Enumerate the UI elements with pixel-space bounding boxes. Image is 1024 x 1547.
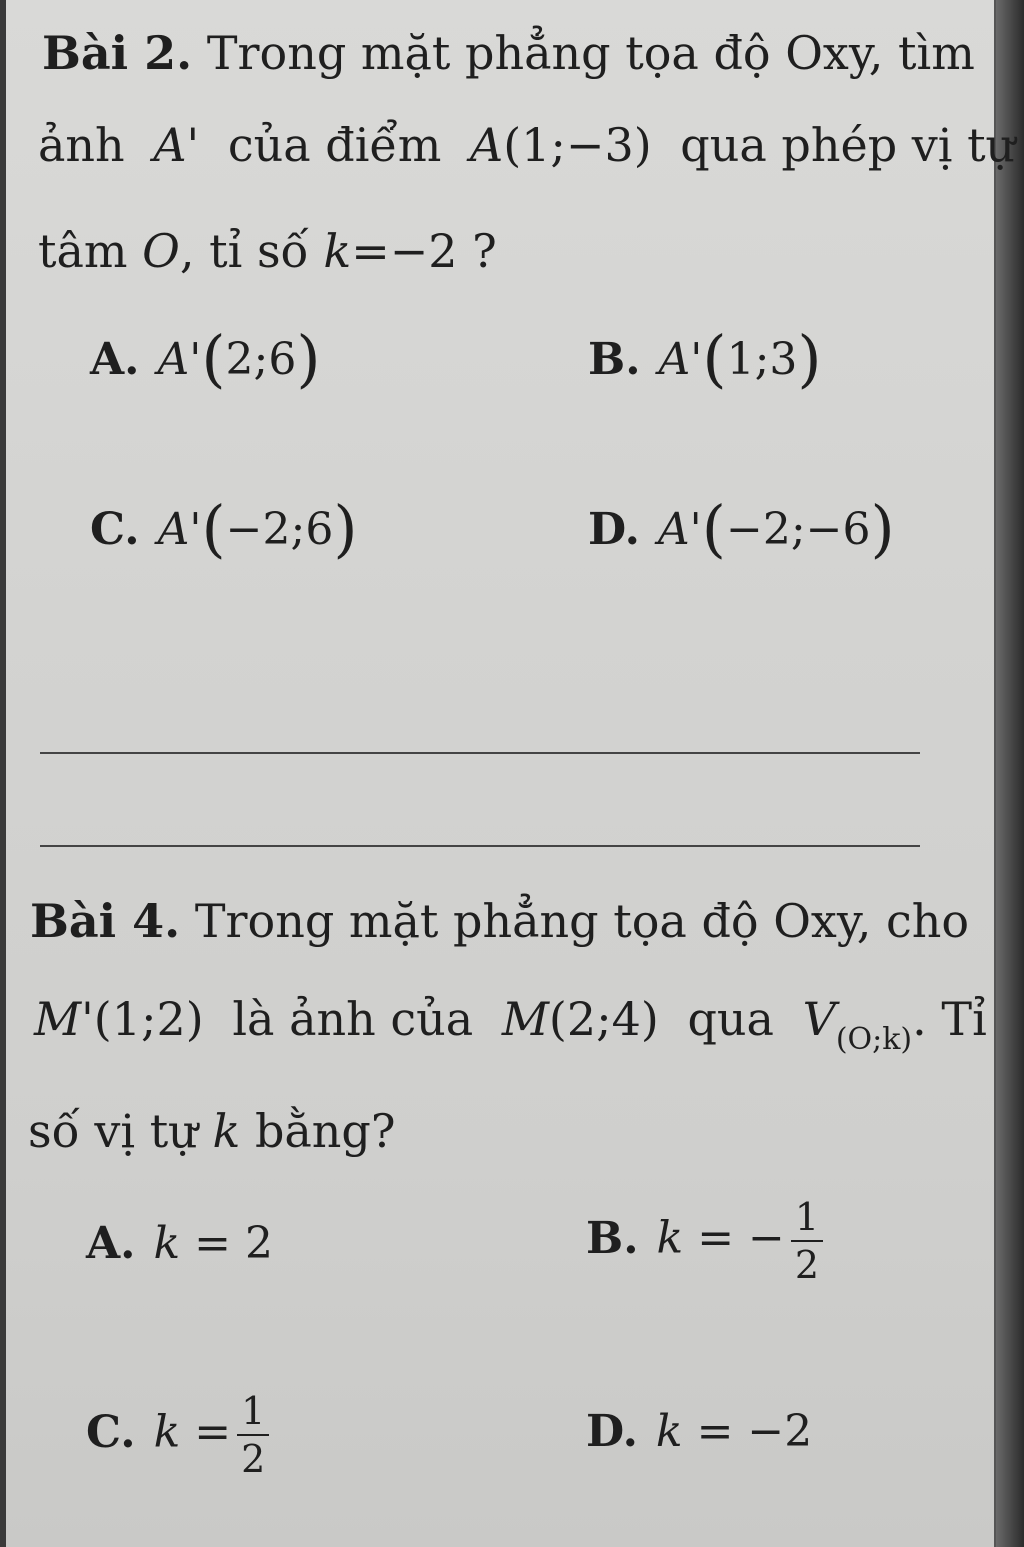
option-var: A' bbox=[157, 334, 202, 385]
problem4-line1 bbox=[30, 894, 970, 948]
option-expr: = −2 bbox=[696, 1406, 813, 1457]
problem4-coords-m: (2;4) bbox=[548, 992, 659, 1046]
problem4-homothety-v: V bbox=[802, 992, 836, 1046]
fraction bbox=[791, 1195, 823, 1287]
fraction bbox=[237, 1389, 269, 1481]
problem4-text-ti: . Tỉ bbox=[912, 992, 987, 1046]
problem2-text-qua: qua phép vị tự bbox=[680, 118, 1016, 172]
problem4-text-qua: qua bbox=[687, 992, 774, 1046]
problem2-option-b[interactable]: B. A'(1;3) bbox=[588, 322, 822, 395]
option-label: A. bbox=[86, 1218, 136, 1269]
problem2-option-a[interactable]: A. A'(2;6) bbox=[90, 322, 321, 395]
problem2-line2 bbox=[38, 118, 1016, 172]
option-value: −2;6 bbox=[225, 504, 334, 555]
problem4-text-la-anh: là ảnh của bbox=[232, 992, 474, 1046]
option-label: C. bbox=[90, 504, 140, 555]
problem2-text-ti-so: , tỉ số bbox=[179, 224, 309, 278]
problem4-line3 bbox=[28, 1104, 396, 1158]
problem4-point-mprime: M' bbox=[34, 992, 94, 1046]
problem4-coords-mprime: (1;2) bbox=[93, 992, 204, 1046]
fraction-denominator: 2 bbox=[241, 1437, 266, 1481]
problem4-option-d[interactable] bbox=[586, 1406, 813, 1457]
option-label: B. bbox=[586, 1212, 639, 1264]
problem4-point-m: M bbox=[501, 992, 549, 1046]
option-expr: = − bbox=[697, 1212, 785, 1264]
problem2-k-value: =−2 ? bbox=[351, 224, 497, 278]
problem2-option-d[interactable]: D. A'(−2;−6) bbox=[588, 492, 895, 565]
option-label: D. bbox=[588, 504, 640, 555]
problem2-text: Trong mặt phẳng tọa độ Oxy, tìm bbox=[206, 26, 975, 80]
problem4-homothety-subscript: (O;k) bbox=[835, 1022, 913, 1057]
problem2-option-c[interactable]: C. A'(−2;6) bbox=[90, 492, 358, 565]
problem2-var-aprime: A' bbox=[153, 118, 200, 172]
problem2-label: Bài 2. bbox=[42, 26, 193, 80]
page-edge bbox=[996, 0, 1024, 1547]
option-label: A. bbox=[90, 334, 140, 385]
problem4-option-c[interactable] bbox=[86, 1389, 269, 1481]
problem4-option-a[interactable] bbox=[86, 1218, 273, 1269]
option-label: B. bbox=[588, 334, 641, 385]
problem2-coords: (1;−3) bbox=[503, 118, 652, 172]
problem4-text-bang: bằng? bbox=[254, 1104, 396, 1158]
option-label: C. bbox=[86, 1406, 136, 1458]
fraction-denominator: 2 bbox=[794, 1243, 820, 1287]
problem2-text-tam: tâm bbox=[38, 224, 128, 278]
option-k: k bbox=[153, 1406, 181, 1458]
option-var: A' bbox=[657, 504, 702, 555]
problem4-label: Bài 4. bbox=[30, 894, 181, 948]
option-value: 2;6 bbox=[225, 334, 297, 385]
fraction-numerator: 1 bbox=[237, 1392, 269, 1436]
fraction-numerator: 1 bbox=[791, 1198, 823, 1242]
option-value: 1;3 bbox=[726, 334, 798, 385]
problem4-option-b[interactable] bbox=[586, 1195, 823, 1287]
option-k: k bbox=[655, 1406, 683, 1457]
separator-line bbox=[40, 752, 920, 754]
separator-line bbox=[40, 845, 920, 847]
problem2-text-anh: ảnh bbox=[38, 118, 125, 172]
option-expr: = 2 bbox=[194, 1218, 273, 1269]
problem4-line2 bbox=[34, 992, 987, 1057]
problem2-line3 bbox=[38, 224, 497, 278]
problem2-text-cua-diem: của điểm bbox=[227, 118, 442, 172]
option-var: A' bbox=[658, 334, 703, 385]
option-label: D. bbox=[586, 1406, 638, 1457]
problem2-point-a: A bbox=[469, 118, 504, 172]
option-k: k bbox=[153, 1218, 181, 1269]
problem4-k: k bbox=[212, 1104, 241, 1158]
option-expr: = bbox=[194, 1406, 232, 1458]
problem4-text-so-vi-tu: số vị tự bbox=[28, 1104, 198, 1158]
option-k: k bbox=[656, 1212, 684, 1264]
option-value: −2;−6 bbox=[725, 504, 871, 555]
problem2-center-o: O bbox=[142, 224, 180, 278]
problem2-k: k bbox=[323, 224, 352, 278]
option-var: A' bbox=[157, 504, 202, 555]
problem2-line1 bbox=[42, 26, 975, 80]
problem4-text: Trong mặt phẳng tọa độ Oxy, cho bbox=[194, 894, 970, 948]
